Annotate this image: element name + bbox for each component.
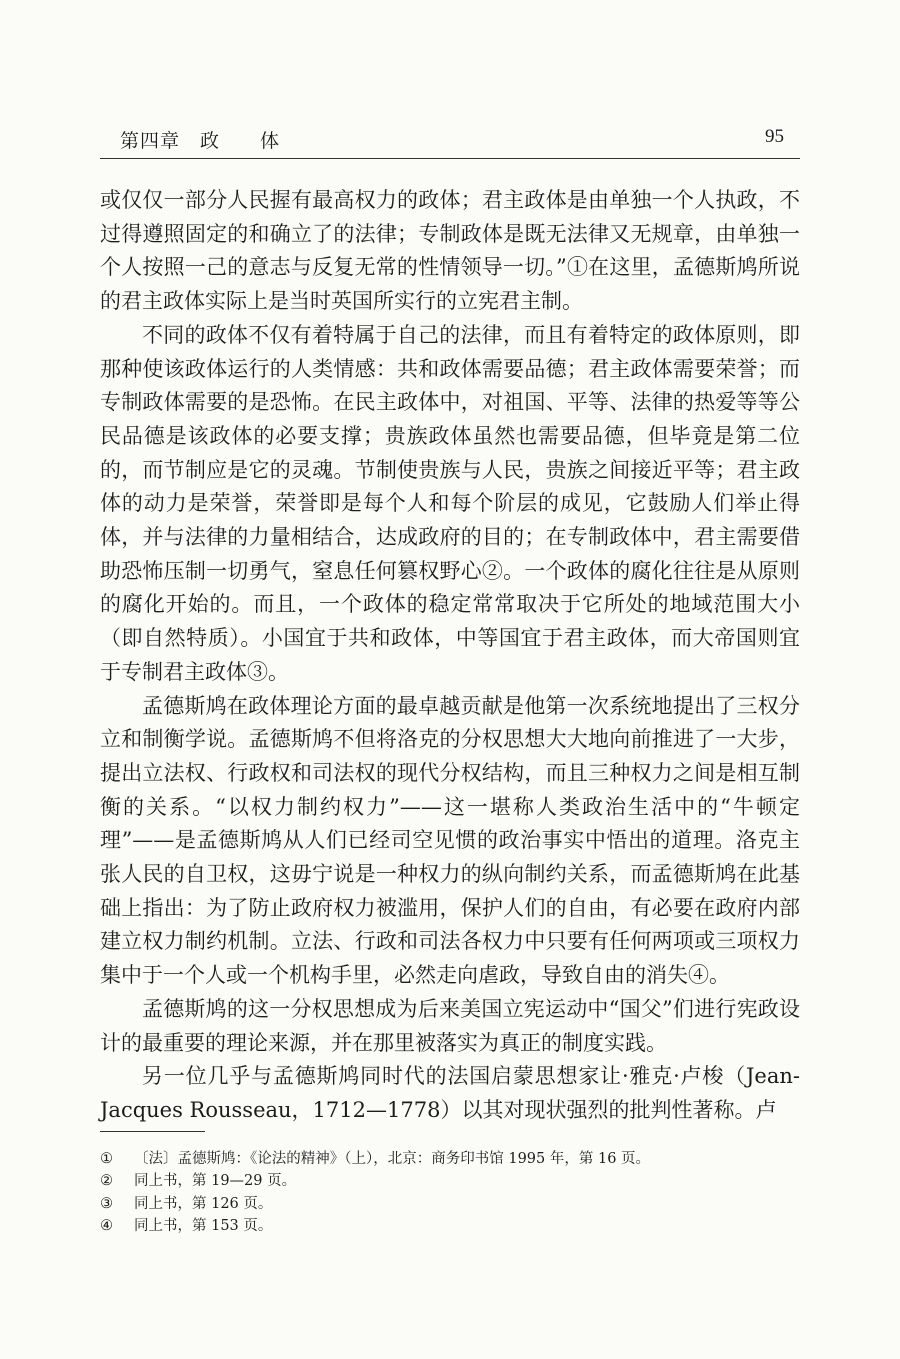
paragraph: 孟德斯鸠的这一分权思想成为后来美国立宪运动中“国父”们进行宪政设计的最重要的理论来源，并在那里被落实为真正的制度实践。 <box>100 996 800 1055</box>
footnote <box>100 1215 800 1237</box>
paragraph: 孟德斯鸠在政体理论方面的最卓越贡献是他第一次系统地提出了三权分立和制衡学说。孟德斯鸠不但将洛克的分权思想大大地向前推进了一大步，提出立法权、行政权和司法权的现代分权结构，而且三种权力之间是相互制衡的关系。“以权力制约权力”——这一堪称人类政治生活中的“牛顿定理”——是孟德斯鸠从人们已经司空见惯的政治事实中悟出的道理。洛克主张人民的自卫权，这毋宁说是一种权力的纵向制约关系，而孟德斯鸠在此基础上指出：为了防止政府权力被滥用，保护人们的自由，有必要在政府内部建立权力制约机制。立法、行政和司法各权力中只要有任何两项或三项权力集中于一个人或一个机构手里，必然走向虐政，导致自由的消失④。 <box>100 693 800 988</box>
footnote-text: 同上书，第 153 页。 <box>134 1218 273 1235</box>
footnote-marker: ③ <box>100 1195 113 1212</box>
chapter-title: 第四章 政 体 <box>120 130 281 152</box>
paragraph: 或仅仅一部分人民握有最高权力的政体；君主政体是由单独一个人执政，不过得遵照固定的和确立了的法律；专制政体是既无法律又无规章，由单独一个人按照一己的意志与反复无常的性情领导一切。”①在这里，孟德斯鸠所说的君主政体实际上是当时英国所实行的立宪君主制。 <box>100 188 800 314</box>
running-header <box>100 122 800 159</box>
paragraph: 另一位几乎与孟德斯鸠同时代的法国启蒙思想家让·雅克·卢梭（Jean-Jacques Rousseau，1712—1778）以其对现状强烈的批判性著称。卢 <box>100 1064 800 1122</box>
footnote <box>100 1193 800 1215</box>
body-text <box>100 184 800 1128</box>
footnote-text: 同上书，第 19—29 页。 <box>134 1173 297 1190</box>
footnote-divider <box>100 1131 205 1132</box>
footnote-text: 〔法〕孟德斯鸠：《论法的精神》（上），北京：商务印书馆 1995 年，第 16 页。 <box>134 1151 651 1167</box>
footnote-text: 同上书，第 126 页。 <box>134 1195 273 1212</box>
footnotes <box>100 1148 800 1238</box>
paragraph: 不同的政体不仅有着特属于自己的法律，而且有着特定的政体原则，即那种使该政体运行的人类情感：共和政体需要品德；君主政体需要荣誉；而专制政体需要的是恐怖。在民主政体中，对祖国、平等、法律的热爱等等公民品德是该政体的必要支撑；贵族政体虽然也需要品德，但毕竟是第二位的，而节制应是它的灵魂。节制使贵族与人民，贵族之间接近平等；君主政体的动力是荣誉，荣誉即是每个人和每个阶层的成见，它鼓励人们举止得体，并与法律的力量相结合，达成政府的目的；在专制政体中，君主需要借助恐怖压制一切勇气，窒息任何篡权野心②。一个政体的腐化往往是从原则的腐化开始的。而且，一个政体的稳定常常取决于它所处的地域范围大小（即自然特质）。小国宜于共和政体，中等国宜于君主政体，而大帝国则宜于专制君主政体③。 <box>100 322 800 684</box>
footnote-marker: ④ <box>100 1218 113 1235</box>
footnote <box>100 1148 800 1170</box>
page-number: 95 <box>765 126 784 147</box>
footnote-marker: ① <box>100 1151 113 1167</box>
footnote-marker: ② <box>100 1173 113 1190</box>
footnote <box>100 1170 800 1192</box>
